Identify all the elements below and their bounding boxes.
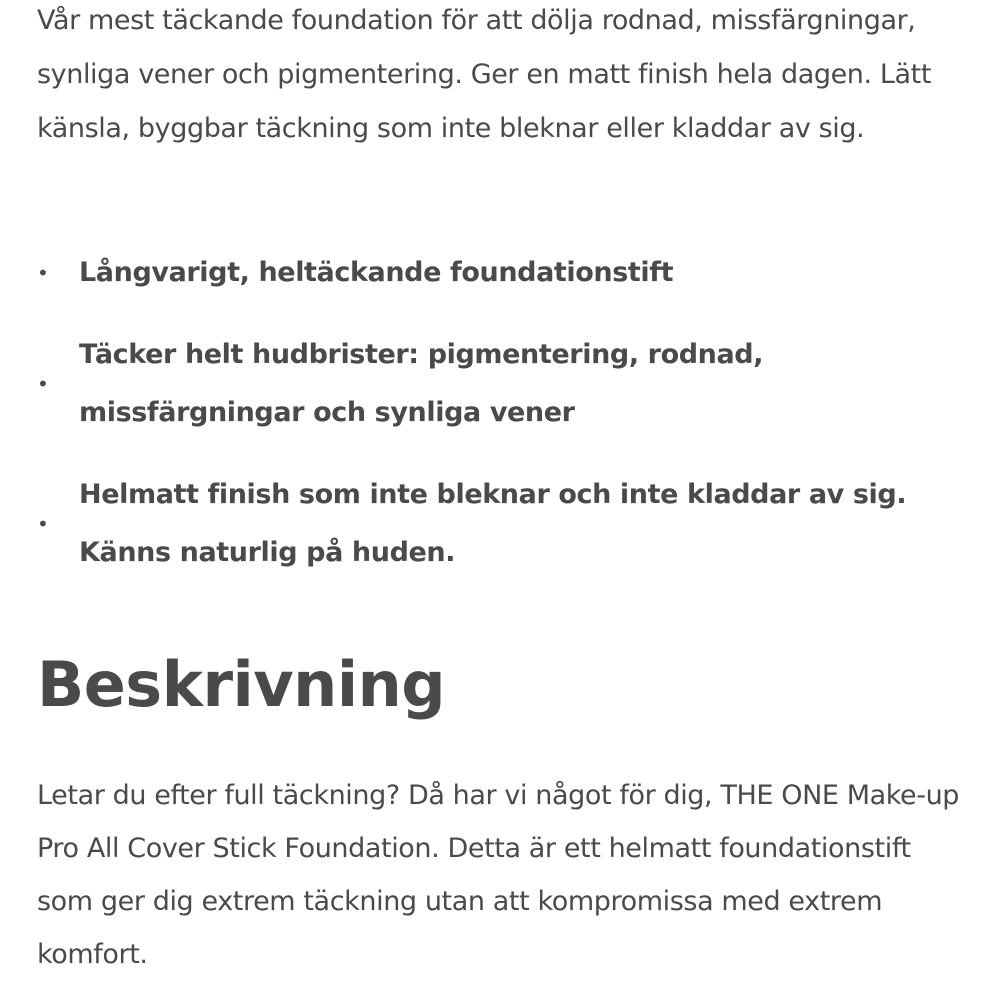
- product-intro-text: Vår mest täckande foundation för att dölja rodnad, missfärgningar, synliga vener och pigmentering. Ger en matt finish hela dagen. Lätt känsla, byggbar täckning som inte bleknar eller kladdar av sig.: [37, 5, 932, 144]
- section-heading: Beskrivning: [37, 648, 446, 721]
- list-item: [37, 244, 977, 302]
- feature-text: Långvarigt, heltäckande foundationstift: [79, 257, 674, 288]
- bullet-icon: •: [37, 512, 49, 536]
- bullet-icon: •: [37, 372, 49, 396]
- list-item: [37, 326, 977, 442]
- bullet-icon: •: [37, 261, 49, 285]
- feature-text: Helmatt finish som inte bleknar och inte kladdar av sig. Känns naturlig på huden.: [79, 479, 907, 568]
- list-item: [37, 466, 977, 582]
- description-text: Letar du efter full täckning? Då har vi något för dig, THE ONE Make-up Pro All Cover Stick Foundation. Detta är ett helmatt foundationstift som ger dig extrem täckning utan att kompromissa med extrem komfort.: [37, 780, 960, 970]
- feature-list: [37, 244, 977, 606]
- feature-text: Täcker helt hudbrister: pigmentering, rodnad, missfärgningar och synliga vener: [79, 339, 764, 428]
